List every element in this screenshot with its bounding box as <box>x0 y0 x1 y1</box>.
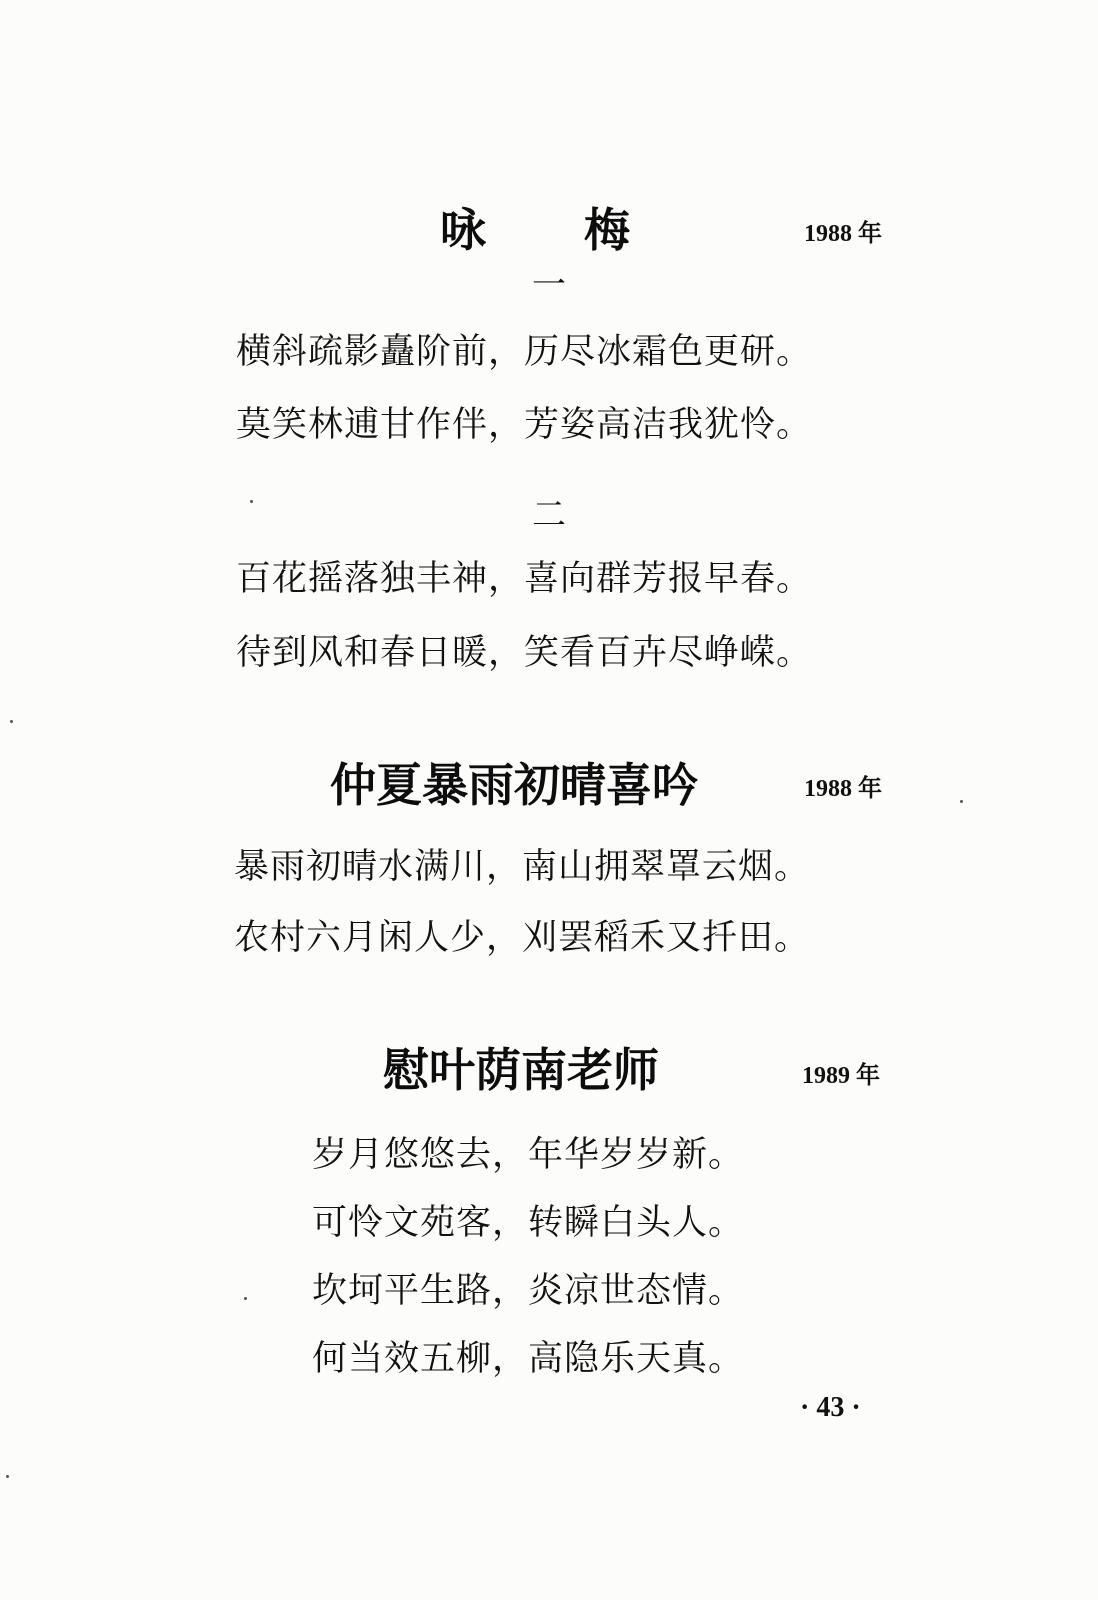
poem-1-title: 咏 梅 <box>440 203 632 257</box>
poem-1-section-2-number: 二 <box>532 495 566 535</box>
scan-speck <box>960 800 963 803</box>
poem-3-title: 慰叶荫南老师 <box>383 1043 659 1097</box>
poem-2-line-1: 暴雨初晴水满川，南山拥翠罩云烟。 <box>234 847 811 887</box>
page-number: · 43 · <box>800 1392 861 1423</box>
poem-3-line-3: 坎坷平生路，炎凉世态情。 <box>312 1271 745 1311</box>
poem-2-heading <box>0 750 1098 820</box>
poem-3-line-4: 何当效五柳，高隐乐天真。 <box>312 1339 745 1379</box>
poem-2-title: 仲夏暴雨初晴喜吟 <box>330 758 698 812</box>
scan-speck <box>244 1297 247 1300</box>
poem-2-year: 1988 年 <box>804 776 882 802</box>
scan-speck <box>6 1475 9 1478</box>
poem-1-section-1-line-2: 莫笑林逋甘作伴，芳姿高洁我犹怜。 <box>236 405 813 445</box>
scan-speck <box>250 500 253 503</box>
poem-3-heading <box>0 1035 1098 1105</box>
poem-3-line-1: 岁月悠悠去，年华岁岁新。 <box>312 1135 745 1175</box>
poem-1-section-2-line-1: 百花摇落独丰神，喜向群芳报早春。 <box>236 559 813 599</box>
poem-1-year: 1988 年 <box>804 221 882 247</box>
poem-3-line-2: 可怜文苑客，转瞬白头人。 <box>312 1203 745 1243</box>
poem-1-heading <box>0 195 1098 265</box>
poem-1-section-1-number: 一 <box>532 265 566 305</box>
poem-1-section-2-line-2: 待到风和春日暖，笑看百卉尽峥嵘。 <box>236 633 813 673</box>
scan-speck <box>10 720 13 723</box>
poem-2-line-2: 农村六月闲人少，刈罢稻禾又扦田。 <box>234 918 811 958</box>
poem-3-year: 1989 年 <box>802 1063 880 1089</box>
poem-1-section-1-line-1: 横斜疏影矗阶前，历尽冰霜色更研。 <box>236 332 813 372</box>
